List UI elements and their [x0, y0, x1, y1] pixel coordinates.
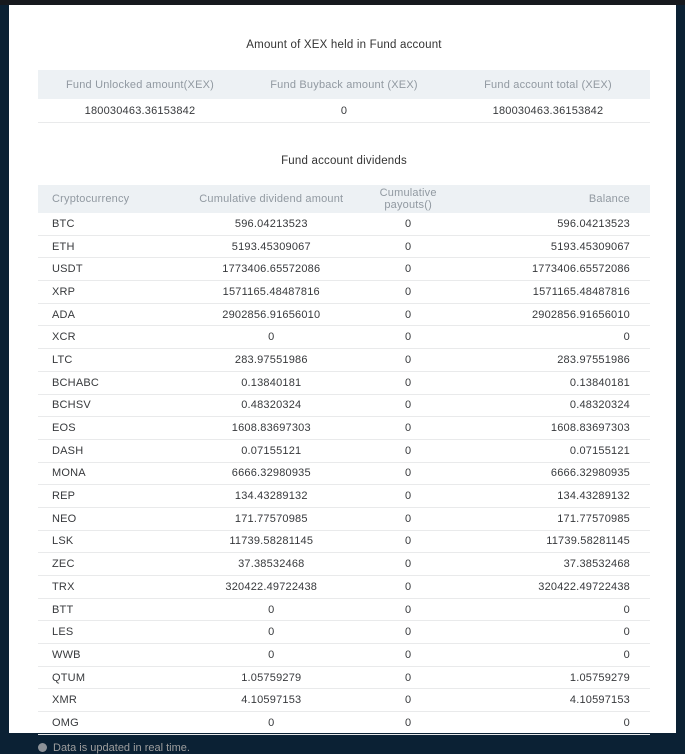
cell-payouts: 0 — [358, 530, 458, 553]
table-row — [38, 235, 650, 258]
table-row — [38, 326, 650, 349]
cell-dividend: 596.04213523 — [184, 213, 358, 235]
table-row — [38, 281, 650, 304]
cell-currency: USDT — [38, 258, 184, 281]
footer-note-text: Data is updated in real time. — [53, 741, 190, 754]
table-row — [38, 621, 650, 644]
column-header-balance: Balance — [458, 185, 650, 213]
cell-currency: NEO — [38, 507, 184, 530]
cell-payouts: 0 — [358, 439, 458, 462]
column-header-cumulative-payouts: Cumulative payouts() — [358, 185, 458, 213]
cell-dividend: 1773406.65572086 — [184, 258, 358, 281]
cell-balance: 0 — [458, 621, 650, 644]
cell-currency: TRX — [38, 576, 184, 599]
table-row — [38, 462, 650, 485]
cell-balance: 1571165.48487816 — [458, 281, 650, 304]
cell-payouts: 0 — [358, 485, 458, 508]
cell-payouts: 0 — [358, 303, 458, 326]
cell-dividend: 320422.49722438 — [184, 576, 358, 599]
cell-currency: XRP — [38, 281, 184, 304]
table-row — [38, 485, 650, 508]
table-row — [38, 394, 650, 417]
cell-dividend: 0.13840181 — [184, 371, 358, 394]
cell-payouts: 0 — [358, 644, 458, 667]
cell-dividend: 0 — [184, 712, 358, 735]
cell-dividend: 5193.45309067 — [184, 235, 358, 258]
table-row — [38, 644, 650, 667]
cell-currency: WWB — [38, 644, 184, 667]
table-row — [38, 712, 650, 735]
cell-dividend: 2902856.91656010 — [184, 303, 358, 326]
cell-balance: 0 — [458, 598, 650, 621]
cell-dividend: 1.05759279 — [184, 666, 358, 689]
cell-dividend: 0 — [184, 644, 358, 667]
cell-dividend: 134.43289132 — [184, 485, 358, 508]
cell-dividend: 1608.83697303 — [184, 417, 358, 440]
table-row — [38, 258, 650, 281]
cell-balance: 0 — [458, 644, 650, 667]
cell-balance: 1.05759279 — [458, 666, 650, 689]
cell-dividend: 171.77570985 — [184, 507, 358, 530]
cell-currency: EOS — [38, 417, 184, 440]
cell-currency: LES — [38, 621, 184, 644]
cell-currency: ADA — [38, 303, 184, 326]
cell-balance: 134.43289132 — [458, 485, 650, 508]
cell-payouts: 0 — [358, 462, 458, 485]
cell-balance: 0.07155121 — [458, 439, 650, 462]
cell-payouts: 0 — [358, 213, 458, 235]
value-total: 180030463.36153842 — [446, 99, 650, 123]
cell-currency: BTT — [38, 598, 184, 621]
cell-dividend: 0 — [184, 326, 358, 349]
cell-balance: 596.04213523 — [458, 213, 650, 235]
realtime-dot-icon — [38, 743, 47, 752]
cell-balance: 171.77570985 — [458, 507, 650, 530]
dividends-table — [38, 185, 650, 735]
table-row — [38, 439, 650, 462]
cell-balance: 0 — [458, 712, 650, 735]
table-row — [38, 530, 650, 553]
cell-payouts: 0 — [358, 394, 458, 417]
cell-currency: ZEC — [38, 553, 184, 576]
cell-balance: 0 — [458, 326, 650, 349]
cell-balance: 0.13840181 — [458, 371, 650, 394]
cell-currency: QTUM — [38, 666, 184, 689]
table-row — [38, 553, 650, 576]
cell-payouts: 0 — [358, 712, 458, 735]
fund-holdings-title: Amount of XEX held in Fund account — [246, 39, 442, 51]
fund-holdings-table — [38, 70, 650, 123]
cell-currency: OMG — [38, 712, 184, 735]
footer-note — [38, 742, 650, 754]
table-row — [38, 689, 650, 712]
dividends-title: Fund account dividends — [281, 155, 407, 167]
fund-holdings-value-row — [38, 99, 650, 123]
cell-balance: 1773406.65572086 — [458, 258, 650, 281]
fund-holdings-header-row — [38, 70, 650, 99]
cell-payouts: 0 — [358, 507, 458, 530]
cell-dividend: 0 — [184, 598, 358, 621]
table-row — [38, 598, 650, 621]
column-header-cryptocurrency: Cryptocurrency — [38, 185, 184, 213]
cell-balance: 283.97551986 — [458, 349, 650, 372]
cell-balance: 320422.49722438 — [458, 576, 650, 599]
cell-payouts: 0 — [358, 349, 458, 372]
fund-account-page — [9, 5, 676, 754]
cell-dividend: 283.97551986 — [184, 349, 358, 372]
table-row — [38, 371, 650, 394]
cell-balance: 1608.83697303 — [458, 417, 650, 440]
cell-payouts: 0 — [358, 235, 458, 258]
column-header-buyback: Fund Buyback amount (XEX) — [242, 70, 446, 99]
cell-currency: BTC — [38, 213, 184, 235]
cell-balance: 11739.58281145 — [458, 530, 650, 553]
table-row — [38, 417, 650, 440]
value-buyback: 0 — [242, 99, 446, 123]
cell-currency: BCHABC — [38, 371, 184, 394]
cell-payouts: 0 — [358, 666, 458, 689]
dividends-header-row — [38, 185, 650, 213]
cell-dividend: 37.38532468 — [184, 553, 358, 576]
table-row — [38, 349, 650, 372]
table-row — [38, 303, 650, 326]
cell-balance: 5193.45309067 — [458, 235, 650, 258]
cell-currency: XCR — [38, 326, 184, 349]
column-header-cumulative-dividend: Cumulative dividend amount — [184, 185, 358, 213]
cell-payouts: 0 — [358, 281, 458, 304]
table-row — [38, 213, 650, 235]
cell-payouts: 0 — [358, 258, 458, 281]
cell-currency: DASH — [38, 439, 184, 462]
cell-dividend: 4.10597153 — [184, 689, 358, 712]
cell-payouts: 0 — [358, 326, 458, 349]
cell-payouts: 0 — [358, 371, 458, 394]
cell-dividend: 0.48320324 — [184, 394, 358, 417]
cell-balance: 6666.32980935 — [458, 462, 650, 485]
cell-dividend: 1571165.48487816 — [184, 281, 358, 304]
cell-currency: BCHSV — [38, 394, 184, 417]
cell-payouts: 0 — [358, 621, 458, 644]
table-row — [38, 507, 650, 530]
column-header-total: Fund account total (XEX) — [446, 70, 650, 99]
cell-currency: LTC — [38, 349, 184, 372]
cell-currency: XMR — [38, 689, 184, 712]
value-unlocked: 180030463.36153842 — [38, 99, 242, 123]
cell-dividend: 0 — [184, 621, 358, 644]
cell-balance: 2902856.91656010 — [458, 303, 650, 326]
cell-balance: 37.38532468 — [458, 553, 650, 576]
cell-currency: MONA — [38, 462, 184, 485]
cell-balance: 0.48320324 — [458, 394, 650, 417]
cell-dividend: 0.07155121 — [184, 439, 358, 462]
cell-dividend: 6666.32980935 — [184, 462, 358, 485]
cell-payouts: 0 — [358, 417, 458, 440]
cell-currency: ETH — [38, 235, 184, 258]
cell-payouts: 0 — [358, 576, 458, 599]
column-header-unlocked: Fund Unlocked amount(XEX) — [38, 70, 242, 99]
cell-payouts: 0 — [358, 598, 458, 621]
cell-currency: LSK — [38, 530, 184, 553]
cell-dividend: 11739.58281145 — [184, 530, 358, 553]
cell-payouts: 0 — [358, 689, 458, 712]
cell-payouts: 0 — [358, 553, 458, 576]
cell-currency: REP — [38, 485, 184, 508]
cell-balance: 4.10597153 — [458, 689, 650, 712]
table-row — [38, 576, 650, 599]
table-row — [38, 666, 650, 689]
